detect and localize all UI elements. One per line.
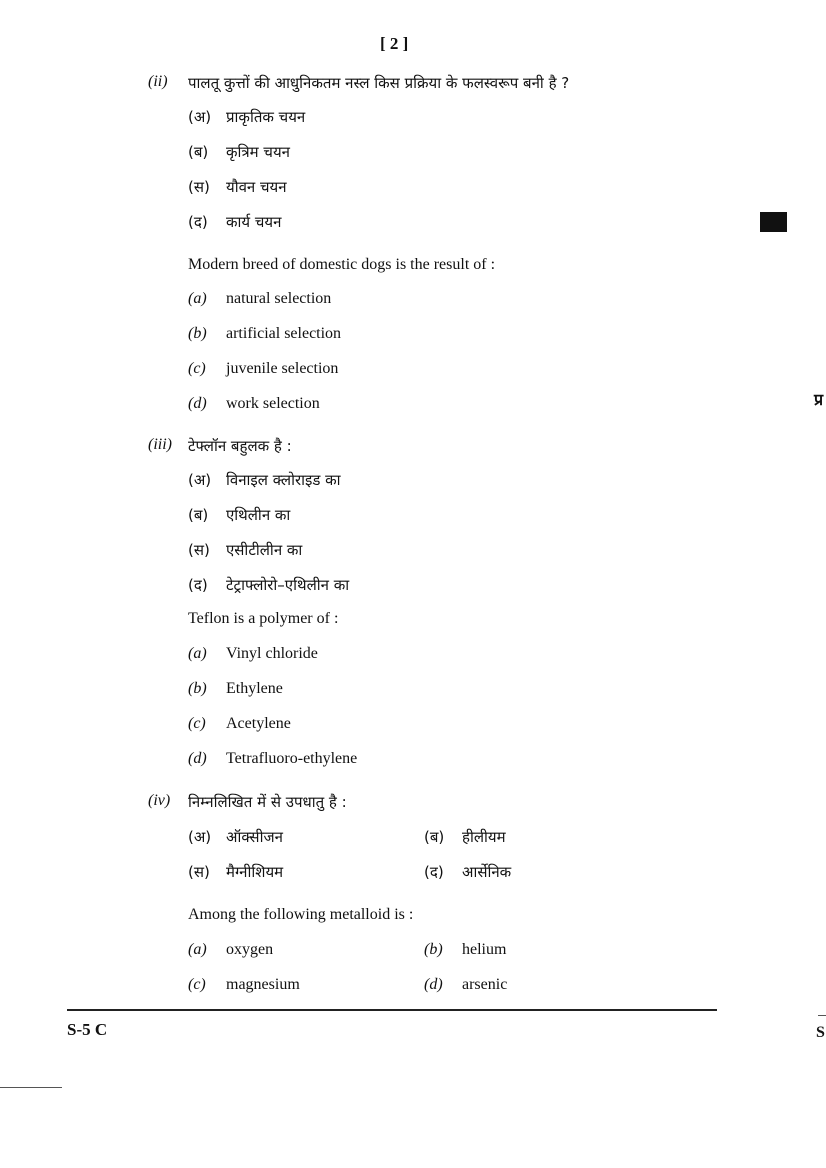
question-hindi-text: पालतू कुत्तों की आधुनिकतम नस्ल किस प्रक्रिया के फलस्वरूप बनी है ? — [188, 74, 570, 92]
english-option: (d) work selection — [188, 395, 320, 412]
paper-code: S-5 C — [67, 1020, 108, 1039]
margin-marker — [760, 212, 787, 232]
question-english-text: Modern breed of domestic dogs is the result of : — [188, 256, 496, 273]
english-option: (d) arsenic — [424, 976, 508, 993]
hindi-option: (ब) कृत्रिम चयन — [188, 143, 290, 161]
question-english-text: Teflon is a polymer of : — [188, 610, 339, 627]
hindi-option: (अ) ऑक्सीजन — [188, 828, 283, 846]
english-option: (a) natural selection — [188, 290, 332, 307]
english-option: (d) Tetrafluoro-ethylene — [188, 750, 358, 767]
hindi-option: (ब) हीलीयम — [424, 828, 506, 846]
hindi-option: (द) कार्य चयन — [188, 213, 282, 231]
hindi-option: (ब) एथिलीन का — [188, 506, 291, 524]
question-english-text: Among the following metalloid is : — [188, 906, 414, 923]
english-option: (c) juvenile selection — [188, 360, 339, 377]
question-number: (iv) — [148, 792, 171, 809]
hindi-option: (अ) विनाइल क्लोराइड का — [188, 471, 341, 489]
hindi-option: (स) मैग्नीशियम — [188, 863, 284, 881]
hindi-option: (अ) प्राकृतिक चयन — [188, 108, 306, 126]
page-number: [ 2 ] — [380, 34, 409, 53]
margin-fragment: S — [816, 1024, 825, 1041]
question-hindi-text: टेफ्लॉन बहुलक है : — [188, 437, 292, 455]
english-option: (c) Acetylene — [188, 715, 291, 732]
hindi-option: (द) टेट्राफ्लोरो–एथिलीन का — [188, 576, 350, 594]
scan-mark — [0, 1087, 62, 1088]
question-hindi-text: निम्नलिखित में से उपधातु है : — [188, 793, 347, 811]
english-option: (a) oxygen — [188, 941, 274, 958]
question-number: (iii) — [148, 436, 172, 453]
hindi-option: (द) आर्सेनिक — [424, 863, 512, 881]
question-number: (ii) — [148, 73, 168, 90]
margin-fragment: प्र — [814, 390, 824, 409]
hindi-option: (स) एसीटीलीन का — [188, 541, 303, 559]
english-option: (b) Ethylene — [188, 680, 283, 697]
english-option: (b) helium — [424, 941, 507, 958]
english-option: (b) artificial selection — [188, 325, 342, 342]
scan-mark — [818, 1015, 826, 1016]
english-option: (c) magnesium — [188, 976, 300, 993]
hindi-option: (स) यौवन चयन — [188, 178, 287, 196]
footer-divider — [67, 1009, 717, 1011]
english-option: (a) Vinyl chloride — [188, 645, 318, 662]
